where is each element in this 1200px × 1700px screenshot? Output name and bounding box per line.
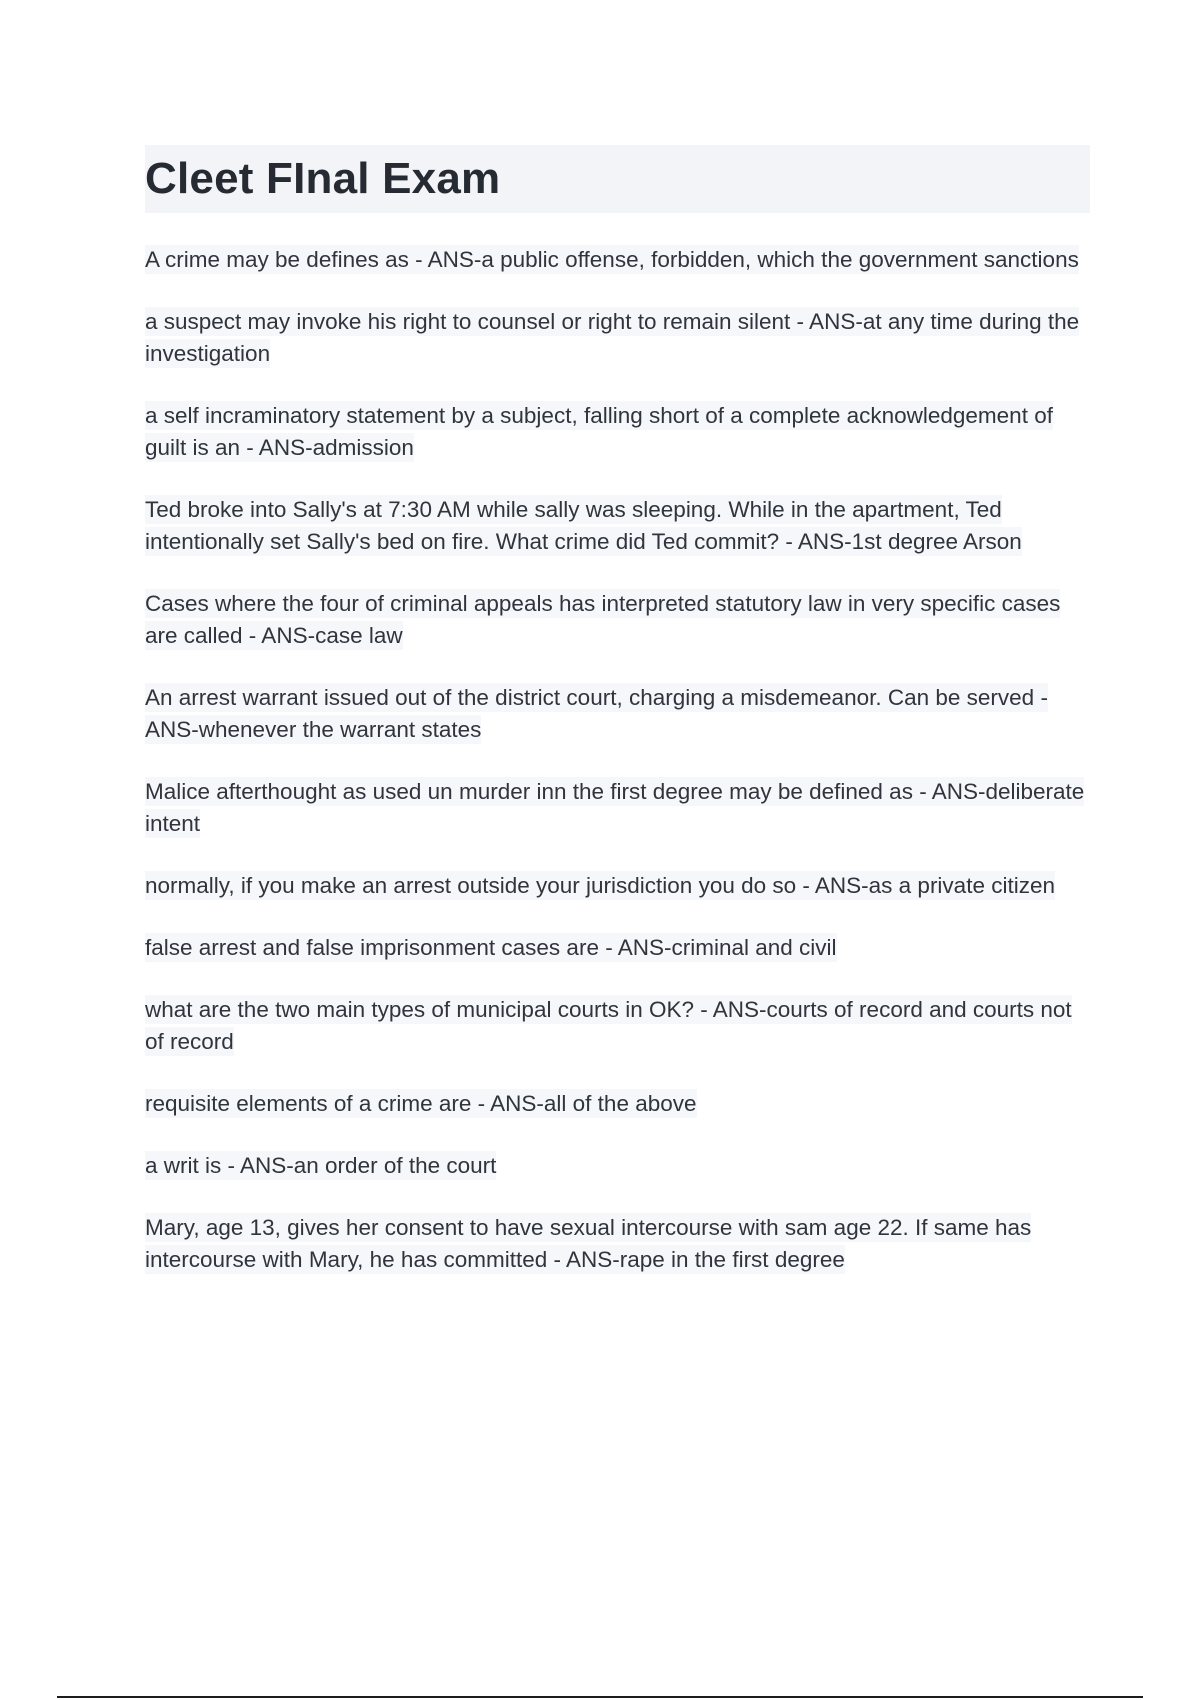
qa-text: requisite elements of a crime are - ANS-all of the above (145, 1091, 697, 1116)
qa-item (145, 1088, 1090, 1120)
qa-item (145, 994, 1090, 1058)
qa-item (145, 306, 1090, 370)
qa-text: An arrest warrant issued out of the district court, charging a misdemeanor. Can be served - ANS-whenever the warrant states (145, 685, 1048, 742)
qa-text: A crime may be defines as - ANS-a public offense, forbidden, which the government sanctions (145, 247, 1079, 272)
qa-item (145, 932, 1090, 964)
qa-item (145, 870, 1090, 902)
document-content (145, 145, 1090, 1306)
qa-text: Cases where the four of criminal appeals has interpreted statutory law in very specific cases are called - ANS-case law (145, 591, 1061, 648)
qa-text: Ted broke into Sally's at 7:30 AM while sally was sleeping. While in the apartment, Ted intentionally set Sally's bed on fire. What crime did Ted commit? - ANS-1st degree Arson (145, 497, 1022, 554)
qa-text: false arrest and false imprisonment cases are - ANS-criminal and civil (145, 935, 837, 960)
qa-text: a suspect may invoke his right to counsel or right to remain silent - ANS-at any time during the investigation (145, 309, 1080, 366)
qa-list (145, 244, 1090, 1276)
qa-item (145, 682, 1090, 746)
qa-text: what are the two main types of municipal courts in OK? - ANS-courts of record and courts not of record (145, 997, 1072, 1054)
qa-text: Malice afterthought as used un murder inn the first degree may be defined as - ANS-deliberate intent (145, 779, 1085, 836)
title-bar (145, 145, 1090, 213)
qa-item (145, 494, 1090, 558)
qa-item (145, 1150, 1090, 1182)
qa-text: a writ is - ANS-an order of the court (145, 1153, 497, 1178)
qa-item (145, 244, 1090, 276)
qa-text: a self incraminatory statement by a subject, falling short of a complete acknowledgement of guilt is an - ANS-admission (145, 403, 1053, 460)
qa-item (145, 588, 1090, 652)
qa-item (145, 400, 1090, 464)
footer-divider (57, 1696, 1143, 1698)
qa-text: Mary, age 13, gives her consent to have sexual intercourse with sam age 22. If same has intercourse with Mary, he has committed - ANS-rape in the first degree (145, 1215, 1032, 1272)
qa-item (145, 1212, 1090, 1276)
qa-item (145, 776, 1090, 840)
qa-text: normally, if you make an arrest outside your jurisdiction you do so - ANS-as a private citizen (145, 873, 1055, 898)
page-title: Cleet FInal Exam (145, 154, 501, 203)
